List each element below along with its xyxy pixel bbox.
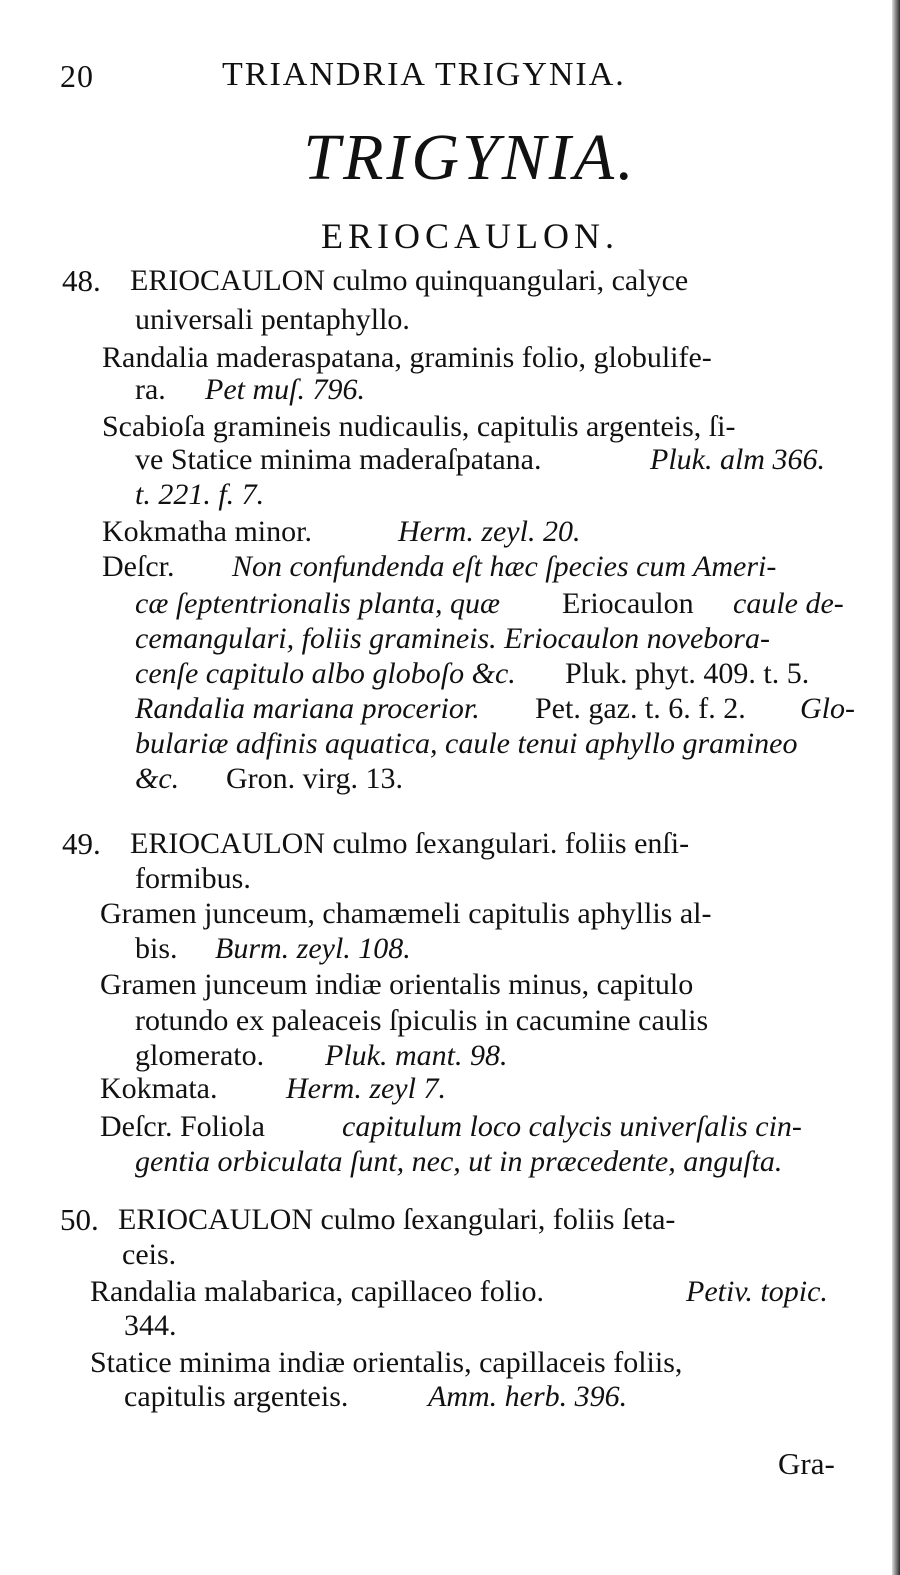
citation: Gron. virg. 13. xyxy=(226,762,403,795)
entry-diagnosis: ERIOCAULON culmo ſexangulari. foliis enſi- xyxy=(130,827,690,860)
synonym-line: ve Statice minima maderaſpatana. xyxy=(135,443,542,476)
synonym-line: rotundo ex paleaceis ſpiculis in cacumine caulis xyxy=(135,1004,709,1037)
synonym-line: Kokmatha minor. xyxy=(102,515,312,548)
section-title: TRIGYNIA. xyxy=(303,121,637,194)
entry-diagnosis: ERIOCAULON culmo quinquangulari, calyce xyxy=(130,264,689,297)
synonym-line: ra. xyxy=(135,373,166,406)
synonym-line: Randalia maderaspatana, graminis folio, globulife- xyxy=(102,341,712,374)
running-head: TRIANDRIA TRIGYNIA. xyxy=(222,56,626,93)
description-text: Eriocaulon xyxy=(562,587,694,620)
description-text: &c. xyxy=(135,762,180,795)
entry-diagnosis: ERIOCAULON culmo ſexangulari, foliis ſeta- xyxy=(118,1203,676,1236)
entry-diagnosis: ceis. xyxy=(122,1238,177,1271)
description-text: caule de- xyxy=(733,587,844,620)
description-label: Deſcr. Foliola xyxy=(100,1110,265,1143)
citation: Burm. zeyl. 108. xyxy=(215,932,411,965)
description-text: bulariæ adfinis aquatica, caule tenui aphyllo gramineo xyxy=(135,727,798,760)
synonym-line: capitulis argenteis. xyxy=(124,1380,349,1413)
citation: Herm. zeyl. 20. xyxy=(398,515,581,548)
entry-number: 49. xyxy=(62,826,101,861)
synonym-line: bis. xyxy=(135,932,178,965)
citation: Pet. gaz. t. 6. f. 2. xyxy=(535,692,746,725)
entry-diagnosis: universali pentaphyllo. xyxy=(135,303,410,336)
description-text: Non confundenda eſt hæc ſpecies cum Ameri- xyxy=(232,550,777,583)
description-text: Glo- xyxy=(800,692,855,725)
synonym-line: Statice minima indiæ orientalis, capillaceis foliis, xyxy=(90,1346,683,1379)
page-number: 20 xyxy=(60,58,94,94)
citation: Pluk. alm 366. xyxy=(650,443,825,476)
description-text: cæ ſeptentrionalis planta, quæ xyxy=(135,587,500,620)
description-text: Randalia mariana procerior. xyxy=(135,692,480,725)
synonym-line: Gramen junceum, chamæmeli capitulis aphyllis al- xyxy=(100,897,712,930)
synonym-line: glomerato. xyxy=(135,1039,265,1072)
entry-number: 48. xyxy=(62,263,101,298)
description-text: cemangulari, foliis gramineis. Eriocaulon novebora- xyxy=(135,622,770,655)
citation: 344. xyxy=(124,1309,177,1342)
synonym-line: Scabioſa gramineis nudicaulis, capitulis argenteis, ſi- xyxy=(102,410,736,443)
citation: Pet muſ. 796. xyxy=(205,373,365,406)
description-label: Deſcr. xyxy=(102,550,175,583)
citation: t. 221. f. 7. xyxy=(135,478,265,511)
citation: Amm. herb. 396. xyxy=(428,1380,628,1413)
synonym-line: Kokmata. xyxy=(100,1072,218,1105)
catchword: Gra- xyxy=(778,1446,835,1481)
entry-number: 50. xyxy=(60,1202,99,1237)
entry-diagnosis: formibus. xyxy=(135,862,251,895)
description-text: gentia orbiculata ſunt, nec, ut in præcedente, anguſta. xyxy=(135,1145,783,1178)
citation: Petiv. topic. xyxy=(686,1275,828,1308)
citation: Pluk. phyt. 409. t. 5. xyxy=(565,657,810,690)
citation: Herm. zeyl 7. xyxy=(286,1072,446,1105)
synonym-line: Randalia malabarica, capillaceo folio. xyxy=(90,1275,544,1308)
description-text: cenſe capitulo albo globoſo &c. xyxy=(135,657,516,690)
genus-heading: ERIOCAULON. xyxy=(321,216,619,256)
synonym-line: Gramen junceum indiæ orientalis minus, capitulo xyxy=(100,968,694,1001)
citation: Pluk. mant. 98. xyxy=(325,1039,508,1072)
description-text: capitulum loco calycis univerſalis cin- xyxy=(342,1110,802,1143)
